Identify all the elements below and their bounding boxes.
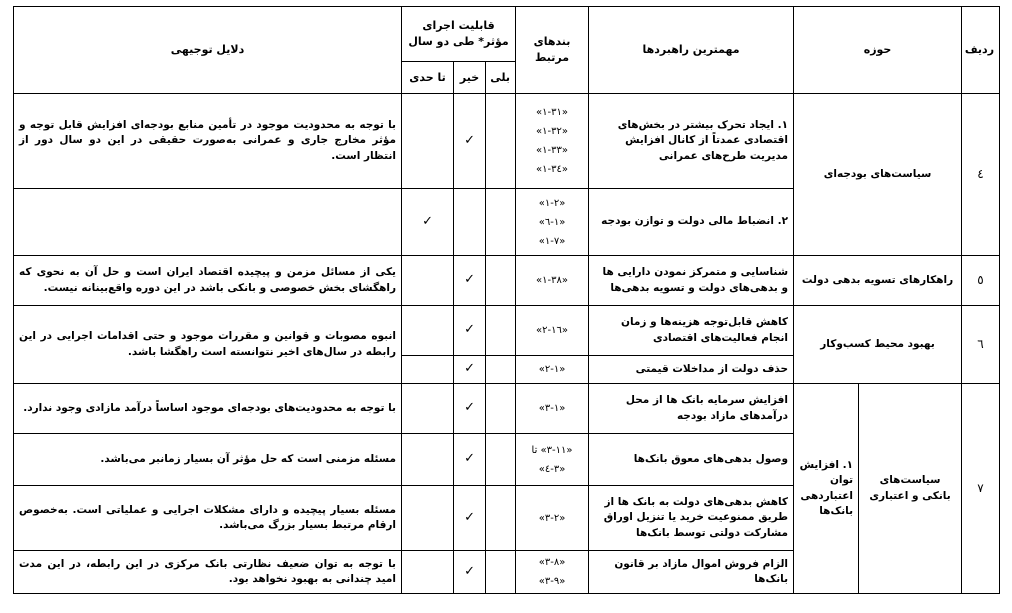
- check-mark-icon: ✓: [464, 361, 475, 377]
- reason-cell: با توجه به توان ضعیف نظارتی بانک مرکزی در این رابطه، در این مدت امید چندانی به بهبود نخواهد بود.: [14, 551, 402, 594]
- check-cell-kheir: [454, 434, 486, 486]
- header-radif: ردیف: [962, 7, 1000, 94]
- strategy-cell: کاهش بدهی‌های دولت به بانک ها از طریق ممنوعیت خرید یا تنزیل اوراق مشارکت دولتی توسط بانک‌ها: [589, 486, 794, 551]
- check-cell-kheir: [454, 94, 486, 189]
- clause-ref: «۱-٦»: [538, 216, 566, 228]
- clause-ref: «۱-۲»: [538, 197, 566, 209]
- clause-ref: «۲-۱»: [538, 364, 566, 375]
- header-bale: بلی: [486, 62, 516, 94]
- check-cell-kheir: [454, 384, 486, 434]
- check-cell-ta-haddi: [402, 551, 454, 594]
- clause-ref: «۳-۲»: [538, 512, 566, 524]
- header-ta-haddi: تا حدی: [402, 62, 454, 94]
- header-row: [14, 7, 1000, 62]
- check-cell-bale: [486, 94, 516, 189]
- check-cell-kheir: [454, 306, 486, 356]
- check-cell-bale: [486, 256, 516, 306]
- check-cell-bale: [486, 356, 516, 384]
- check-mark-icon: ✓: [464, 272, 475, 288]
- clauses-cell: [516, 256, 589, 306]
- clauses-cell: [516, 486, 589, 551]
- strategy-cell: الزام فروش اموال مازاد بر قانون بانک‌ها: [589, 551, 794, 594]
- area-cell: راهکارهای تسویه بدهی دولت: [794, 256, 962, 306]
- check-mark-icon: ✓: [464, 509, 475, 525]
- clauses-cell: [516, 356, 589, 384]
- row-number: ٥: [962, 256, 1000, 306]
- clause-ref: «۳-۱۱» تا: [531, 444, 573, 456]
- area-cell: سیاست‌های بانکی و اعتباری: [859, 384, 962, 594]
- check-mark-icon: ✓: [422, 213, 433, 229]
- reason-cell: مسئله بسیار پیچیده و دارای مشکلات اجرایی و عملیاتی است. به‌خصوص ارقام مرتبط بسیار بزرگ می‌باشد.: [14, 486, 402, 551]
- strategy-cell: ۱. ایجاد تحرک بیشتر در بخش‌های اقتصادی عمدتاً از کانال افزایش مدیریت طرح‌های عمرانی: [589, 94, 794, 189]
- check-cell-bale: [486, 434, 516, 486]
- reason-cell: با توجه به محدودیت موجود در تأمین منابع بودجه‌ای افزایش قابل توجه و مؤثر مخارج جاری و عمرانی به‌صورت حقیقی در این دو سال دور از انتظار است.: [14, 94, 402, 189]
- check-cell-bale: [486, 189, 516, 256]
- strategy-table: [13, 6, 1000, 594]
- check-cell-bale: [486, 551, 516, 594]
- strategy-cell: کاهش قابل‌توجه هزینه‌ها و زمان انجام فعالیت‌های اقتصادی: [589, 306, 794, 356]
- clause-ref: «۱-۳۱»: [536, 107, 569, 118]
- check-cell-kheir: [454, 551, 486, 594]
- table-row: [14, 384, 1000, 434]
- clause-ref: «۱-۷»: [538, 235, 566, 247]
- check-cell-ta-haddi: [402, 94, 454, 189]
- clause-ref: «۳-۱»: [538, 403, 566, 414]
- check-cell-bale: [486, 486, 516, 551]
- strategy-cell: وصول بدهی‌های معوق بانک‌ها: [589, 434, 794, 486]
- check-cell-ta-haddi: [402, 486, 454, 551]
- check-cell-kheir: [454, 189, 486, 256]
- table-row: [14, 256, 1000, 306]
- header-dalayel: دلایل توجیهی: [14, 7, 402, 94]
- check-cell-ta-haddi: [402, 356, 454, 384]
- document-page: [13, 6, 999, 610]
- check-mark-icon: ✓: [464, 322, 475, 338]
- check-cell-kheir: [454, 256, 486, 306]
- strategy-cell: افزایش سرمایه بانک ها از محل درآمدهای مازاد بودجه: [589, 384, 794, 434]
- reason-cell: با توجه به محدودیت‌های بودجه‌ای موجود اساساً درآمد مازادی وجود ندارد.: [14, 384, 402, 434]
- header-rahbord: مهمترین راهبردها: [589, 7, 794, 94]
- clauses-cell: [516, 189, 589, 256]
- check-cell-ta-haddi: [402, 306, 454, 356]
- table-row: [14, 94, 1000, 189]
- check-cell-ta-haddi: [402, 434, 454, 486]
- clauses-cell: [516, 94, 589, 189]
- clause-ref: «۳-۸»: [538, 557, 566, 568]
- check-cell-bale: [486, 306, 516, 356]
- header-ghabeliat: قابلیت اجرای مؤثر* طی دو سال: [402, 7, 516, 62]
- clauses-cell: [516, 434, 589, 486]
- clause-ref: «۱-۳٤»: [536, 164, 569, 175]
- clause-ref: «۱-۳۸»: [536, 275, 569, 286]
- header-bandha: بندهای مرتبط: [516, 7, 589, 94]
- check-mark-icon: ✓: [464, 563, 475, 579]
- check-cell-ta-haddi: [402, 256, 454, 306]
- clause-ref: «۱-۳۲»: [536, 126, 569, 137]
- area-cell: بهبود محیط کسب‌وکار: [794, 306, 962, 384]
- reason-cell: انبوه مصوبات و قوانین و مقررات موجود و حتی اقدامات اجرایی در این رابطه در سال‌های اخیر نتوانسته است راهگشا باشد.: [14, 306, 402, 384]
- reason-cell: [14, 189, 402, 256]
- check-mark-icon: ✓: [464, 400, 475, 416]
- check-cell-bale: [486, 384, 516, 434]
- row-number: ٦: [962, 306, 1000, 384]
- clause-ref: «۳-٤»: [538, 463, 566, 475]
- check-mark-icon: ✓: [464, 132, 475, 148]
- clauses-cell: [516, 306, 589, 356]
- check-mark-icon: ✓: [464, 451, 475, 467]
- area-cell: سیاست‌های بودجه‌ای: [794, 94, 962, 256]
- strategy-cell: حذف دولت از مداخلات قیمتی: [589, 356, 794, 384]
- header-hozeh: حوزه: [794, 7, 962, 94]
- row-number: ۷: [962, 384, 1000, 594]
- strategy-cell: شناسایی و متمرکز نمودن دارایی ها و بدهی‌های دولت و تسویه بدهی‌ها: [589, 256, 794, 306]
- clauses-cell: [516, 384, 589, 434]
- check-cell-ta-haddi: [402, 189, 454, 256]
- check-cell-kheir: [454, 486, 486, 551]
- check-cell-ta-haddi: [402, 384, 454, 434]
- clause-ref: «۱-۳۳»: [536, 145, 569, 156]
- header-kheir: خیر: [454, 62, 486, 94]
- clause-ref: «۲-۱٦»: [536, 325, 569, 336]
- sub-area-cell: ۱. افزایش توان اعتباردهی بانک‌ها: [794, 384, 859, 594]
- table-row: [14, 306, 1000, 356]
- clauses-cell: [516, 551, 589, 594]
- reason-cell: یکی از مسائل مزمن و پیچیده اقتصاد ایران است و حل آن به نحوی که راهگشای بخش خصوصی و بانکی باشد در این دوره واقع‌بینانه نیست.: [14, 256, 402, 306]
- clause-ref: «۳-۹»: [538, 576, 566, 587]
- row-number: ٤: [962, 94, 1000, 256]
- reason-cell: مسئله مزمنی است که حل مؤثر آن بسیار زمانبر می‌باشد.: [14, 434, 402, 486]
- strategy-cell: ۲. انضباط مالی دولت و توازن بودجه: [589, 189, 794, 256]
- check-cell-kheir: [454, 356, 486, 384]
